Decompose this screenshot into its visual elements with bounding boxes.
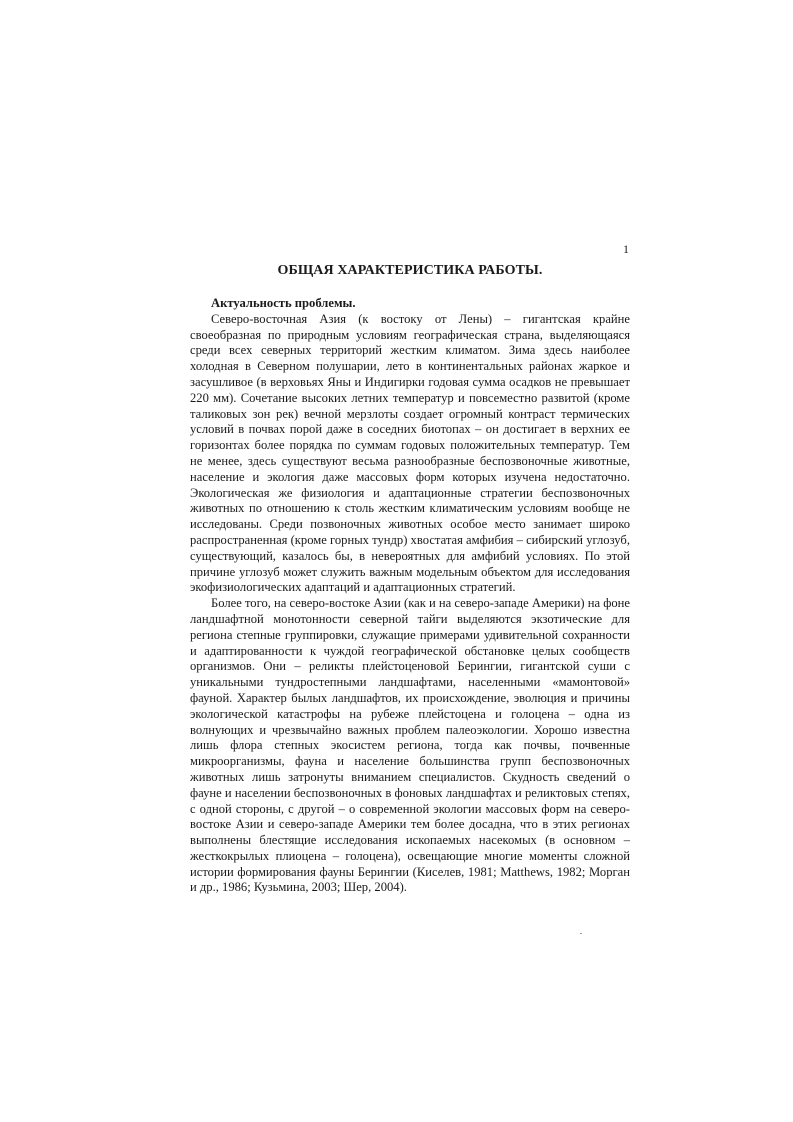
section-heading: Актуальность проблемы. (211, 296, 356, 310)
page-content (190, 262, 630, 896)
document-title: ОБЩАЯ ХАРАКТЕРИСТИКА РАБОТЫ. (277, 263, 543, 278)
paragraph-2: Более того, на северо-востоке Азии (как и на северо-западе Америки) на фоне ландшафтной монотонности северной тайги выделяются экзотические для региона степные группировки, служащие примерами удивительной сохранности и адаптированности к чуждой географической обстановке целых сообществ организмов. Они – реликты плейстоценовой Берингии, гигантской суши с уникальными тундростепными ландшафтами, населенными «мамонтовой» фауной. Характер былых ландшафтов, их происхождение, эволюция и причины экологической катастрофы на рубеже плейстоцена и голоцена – одна из волнующих и чрезвычайно важных проблем палеоэкологии. Хорошо известна лишь флора степных экосистем региона, тогда как почвы, почвенные микроорганизмы, фауна и население большинства групп беспозвоночных животных лишь затронуты вниманием специалистов. Скудность сведений о фауне и населении беспозвоночных в фоновых ландшафтах и реликтовых степях, с одной стороны, с другой – о современной экологии массовых форм на северо-востоке Азии и северо-западе Америки тем более досадна, что в этих регионах выполнены блестящие исследования ископаемых насекомых (в основном – жесткокрылых плиоцена – голоцена), освещающие многие моменты сложной истории формирования фауны Берингии (Киселев, 1981; Matthews, 1982; Морган и др., 1986; Кузьмина, 2003; Шер, 2004). (190, 596, 631, 895)
scan-speck (580, 933, 582, 934)
page-number: 1 (623, 242, 629, 256)
paragraph-1: Северо-восточная Азия (к востоку от Лены) – гигантская крайне своеобразная по природным условиям географическая страна, выделяющаяся среди всех северных территорий жестким климатом. Зима здесь наиболее холодная в Северном полушарии, лето в континентальных районах жаркое и засушливое (в верховьях Яны и Индигирки годовая сумма осадков не превышает 220 мм). Сочетание высоких летних температур и повсеместно развитой (кроме таликовых зон рек) вечной мерзлоты создает огромный контраст термических условий в почвах порой даже в соседних биотопах – он достигает в верхних ее горизонтах более порядка по суммам годовых положительных температур. Тем не менее, здесь существуют весьма разнообразные беспозвоночные животные, население и экология даже массовых форм которых изучена недостаточно. Экологическая же физиология и адаптационные стратегии беспозвоночных животных по отношению к столь жестким климатическим условиям вообще не исследованы. Среди позвоночных животных особое место занимает широко распространенная (кроме горных тундр) хвостатая амфибия – сибирский углозуб, существующий, казалось бы, в невероятных для амфибий условиях. По этой причине углозуб может служить важным модельным объектом для исследования экофизиологических адаптаций и адаптационных стратегий. (190, 311, 630, 595)
